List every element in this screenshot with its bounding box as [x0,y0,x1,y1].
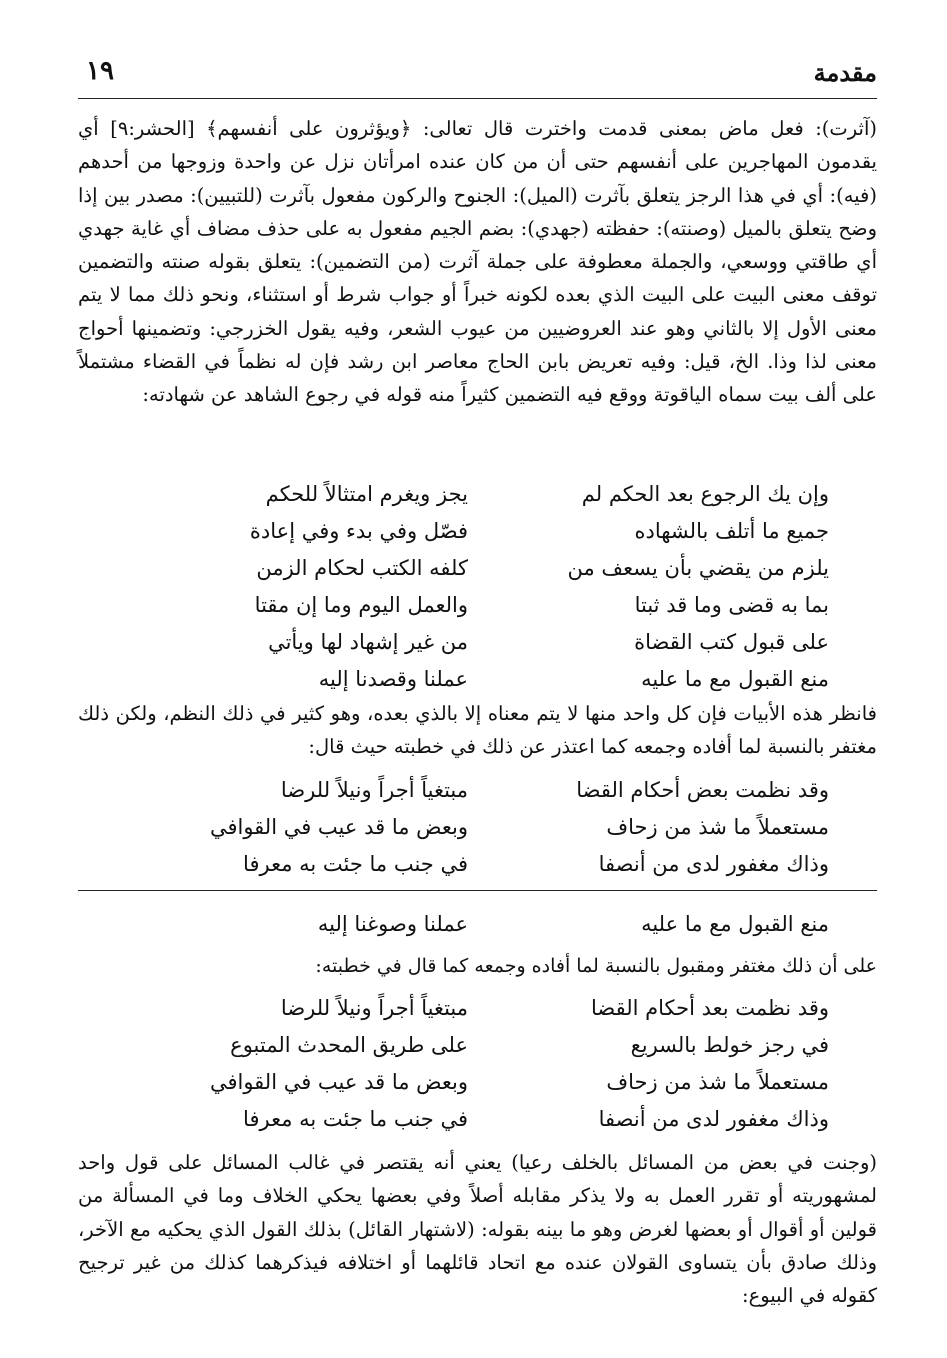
verse-first-hemistich: وقد نظمت بعد أحكام القضا [590,996,829,1020]
verse-block-ibn-al-hajj [118,476,829,698]
verse-second-hemistich: في جنب ما جئت به معرفا [243,1107,468,1131]
verse-line [118,1064,829,1101]
verse-second-hemistich: والعمل اليوم وما إن مقتا [254,593,468,617]
verse-line [118,476,829,513]
verse-line [118,1101,829,1138]
verse-second-hemistich: في جنب ما جئت به معرفا [243,852,468,876]
commentary-paragraph: فانظر هذه الأبيات فإن كل واحد منها لا يتم معناه إلا بالذي بعده، وهو كثير في ذلك النظم، ولكن ذلك مغتفر بالنسبة لما أفاده وجمعه كما اعتذر عن ذلك في خطبته حيث قال: [78,702,877,759]
page-header [78,52,877,99]
commentary-paragraph: (آثرت): فعل ماض بمعنى قدمت واخترت قال تعالى: ﴿ويؤثرون على أنفسهم﴾ [الحشر:٩] أي يقدمون المهاجرين على أنفسهم حتى أن من كان عنده امرأتان نزل عن واحدة وزوجها من أحدهم (فيه): أي في هذا الرجز يتعلق بآثرت (الميل): الجنوح والركون مفعول بآثرت (للتبيين): مصدر بين إذا وضح يتعلق بالميل (وصنته): حفظته (جهدي): بضم الجيم مفعول به على حذف مضاف أي غاية جهدي أي طاقتي ووسعي، والجملة معطوفة على جملة آثرت (من التضمين): يتعلق بقوله صنته والتضمين توقف معنى البيت على البيت الذي بعده لكونه خبراً أو جواب شرط أو استثناء، ونحو ذلك مما لا يتم معنى الأول إلا بالثاني وهو عند العروضيين من عيوب الشعر، وفيه يقول الخزرجي: وتضمينها أحواج معنى لذا وذا. الخ، قيل: وفيه تعريض بابن الحاج معاصر ابن رشد فإن له نظماً في القضاء مشتملاً على ألف بيت سماه الياقوتة ووقع فيه التضمين كثيراً منه قوله في رجوع الشاهد عن شهادته: [78,117,877,407]
verse-first-hemistich: مستعملاً ما شذ من زحاف [606,1070,829,1094]
verse-second-hemistich: من غير إشهاد لها ويأتي [268,630,468,654]
running-title: مقدمة [813,58,877,87]
verse-first-hemistich: بما به قضى وما قد ثبتا [634,593,829,617]
verse-second-hemistich: على طريق المحدث المتبوع [230,1033,468,1057]
footnote-verse-block [118,906,829,943]
verse-second-hemistich: وبعض ما قد عيب في القوافي [209,815,468,839]
verse-first-hemistich: وذاك مغفور لدى من أنصفا [598,852,829,876]
verse-line [118,1027,829,1064]
page-number: ١٩ [86,56,114,86]
footnote-divider [78,890,877,891]
verse-second-hemistich: وبعض ما قد عيب في القوافي [209,1070,468,1094]
verse-line [118,661,829,698]
verse-line [118,624,829,661]
verse-second-hemistich: يجز ويغرم امتثالاً للحكم [265,482,468,506]
verse-first-hemistich: على قبول كتب القضاة [634,630,829,654]
verse-second-hemistich: فصّل وفي بدء وفي إعادة [249,519,468,543]
verse-line [118,846,829,883]
footnote-paragraph: (وجنت في بعض من المسائل بالخلف رعيا) يعني أنه يقتصر في غالب المسائل على قول واحد لمشهوريته أو تقرر العمل به ولا يذكر مقابله أصلاً وفي بعضها يحكي الخلاف وما في المسألة من قولين أو أقوال أو بعضها لغرض وهو ما بينه بقوله: (لاشتهار القائل) بذلك القول الذي يحكيه مع الآخر، وذلك صادق بأن يتساوى القولان عنده مع اتحاد قائلهما أو اختلافه فيذكرهما كذلك من غير ترجيح كقوله في البيوع: [78,1151,877,1308]
verse-first-hemistich: في رجز خولط بالسريع [630,1033,829,1057]
verse-first-hemistich: جميع ما أتلف بالشهاده [634,519,829,543]
verse-first-hemistich: منع القبول مع ما عليه [641,912,829,936]
verse-line [118,513,829,550]
verse-line [118,990,829,1027]
verse-second-hemistich: كلفه الكتب لحكام الزمن [256,556,468,580]
footnote-paragraph: على أن ذلك مغتفر ومقبول بالنسبة لما أفاده وجمعه كما قال في خطبته: [315,955,877,977]
verse-first-hemistich: مستعملاً ما شذ من زحاف [606,815,829,839]
verse-line [118,587,829,624]
verse-line [118,772,829,809]
verse-second-hemistich: مبتغياً أجراً ونيلاً للرضا [280,778,468,802]
verse-first-hemistich: وقد نظمت بعض أحكام القضا [576,778,829,802]
verse-first-hemistich: وذاك مغفور لدى من أنصفا [598,1107,829,1131]
verse-line [118,550,829,587]
verse-second-hemistich: مبتغياً أجراً ونيلاً للرضا [280,996,468,1020]
verse-line [118,906,829,943]
verse-first-hemistich: منع القبول مع ما عليه [641,667,829,691]
verse-line [118,809,829,846]
footnote-verse-block [118,990,829,1138]
verse-block-khutba [118,772,829,883]
verse-second-hemistich: عملنا وقصدنا إليه [318,667,468,691]
verse-second-hemistich: عملنا وصوغنا إليه [317,912,468,936]
verse-first-hemistich: يلزم من يقضي بأن يسعف من [567,556,829,580]
verse-first-hemistich: وإن يك الرجوع بعد الحكم لم [581,482,829,506]
